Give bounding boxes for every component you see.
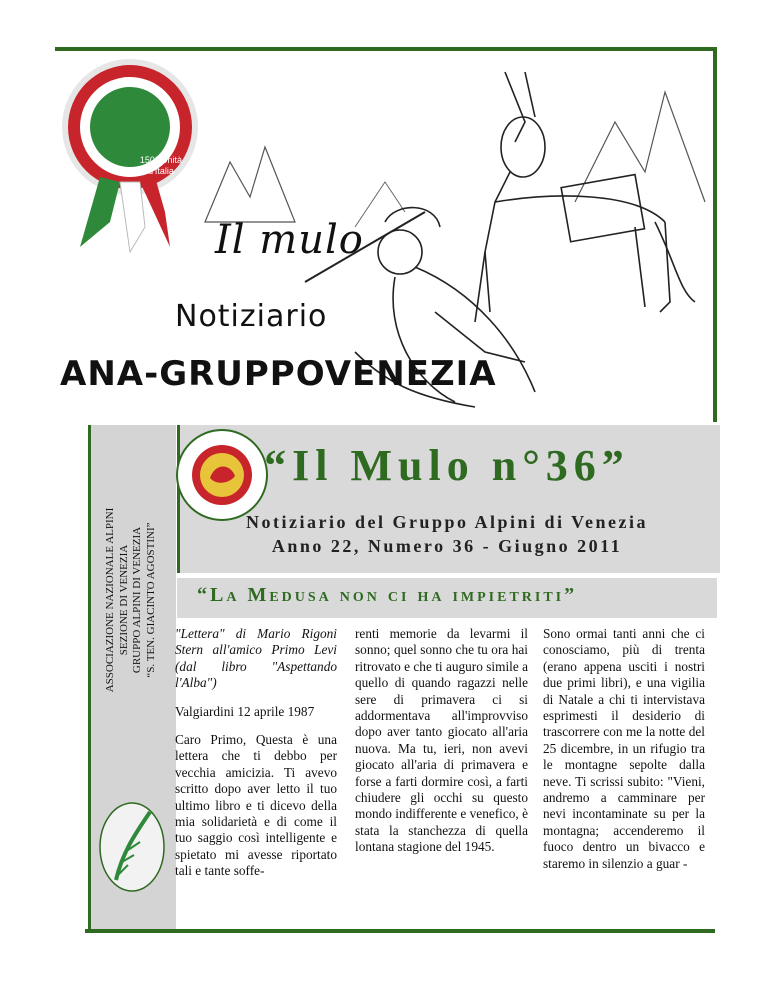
article-column-2 <box>355 626 528 868</box>
right-rule <box>713 47 717 422</box>
article-col2-body: renti memorie da levarmi il sonno; quel sonno che tu ora hai ritrovato e che ti auguro simile a quello di quando ragazzi nelle sere di primavera ci si addormentava all'improvviso dopo aver tanto giocato all'aria nuova. Ma tu, ieri, non avevi giocato all'aria di primavera e forse a farti dormire così, a farti chiudere gli occhi su questo mondo indifferente e venefico, è stata la stanchezza di quella lontana stagione del 1945. <box>355 626 528 855</box>
ana-nazionale-logo <box>98 800 166 895</box>
subtitle-line-2: Anno 22, Numero 36 - Giugno 2011 <box>271 536 623 556</box>
masthead-script-title: Il mulo <box>215 217 364 263</box>
sidebar-line-3: GRUPPO ALPINI DI VENEZIA <box>130 526 143 674</box>
masthead-illustration <box>55 52 713 422</box>
article-heading: “La Medusa non ci ha impietriti” <box>197 584 578 606</box>
article-column-3 <box>543 626 705 884</box>
article-intro: "Lettera" di Mario Rigoni Stern all'amico Primo Levi (dal libro "Aspettando l'Alba") <box>175 626 337 691</box>
mule-drawing <box>475 72 695 322</box>
article-col1-body: Caro Primo, Questa è una lettera che ti debbo per vecchia amicizia. Ti avevo scritto dopo aver letto il tuo ultimo libro e ti dicevo della mia solidarietà e di come il tuo saggio così intelligente e spietato mi avesse riportato tali e tante soffe- <box>175 732 337 879</box>
masthead-script-subtitle: Notiziario <box>175 299 328 334</box>
top-rule <box>55 47 717 51</box>
bottom-rule <box>85 929 715 933</box>
newsletter-subtitle <box>177 510 717 558</box>
masthead-banner: ANA-GRUPPOVENEZIA <box>60 354 497 394</box>
rosette-label: 150° Unità d'Italia <box>139 155 183 176</box>
sidebar-association-text <box>88 425 173 775</box>
article-column-1 <box>175 626 337 892</box>
subtitle-line-1: Notiziario del Gruppo Alpini di Venezia <box>245 512 649 532</box>
newsletter-title: “Il Mulo n°36” <box>264 441 630 490</box>
sidebar-line-1: ASSOCIAZIONE NAZIONALE ALPINI <box>103 507 116 693</box>
sidebar-line-4: “S. TEN. GIACINTO AGOSTINI” <box>144 522 156 678</box>
sidebar-line-2: SEZIONE DI VENEZIA <box>117 544 129 656</box>
article-col3-body: Sono ormai tanti anni che ci conosciamo, più di trenta (erano appena usciti i nostri due primi libri), e una vigilia di Natale a chi ti intervistava esprimesti il desiderio di trascorrere con me la notte del 25 dicembre, in un rifugio tra le montagne sepolte dalla neve. Ti scrissi subito: "Vieni, andremo a camminare per nevi incontaminate su per la montagna; accenderemo il fuoco dentro un bivacco e staremo in silenzio a guar - <box>543 626 705 871</box>
article-place-date: Valgiardini 12 aprile 1987 <box>175 703 315 719</box>
